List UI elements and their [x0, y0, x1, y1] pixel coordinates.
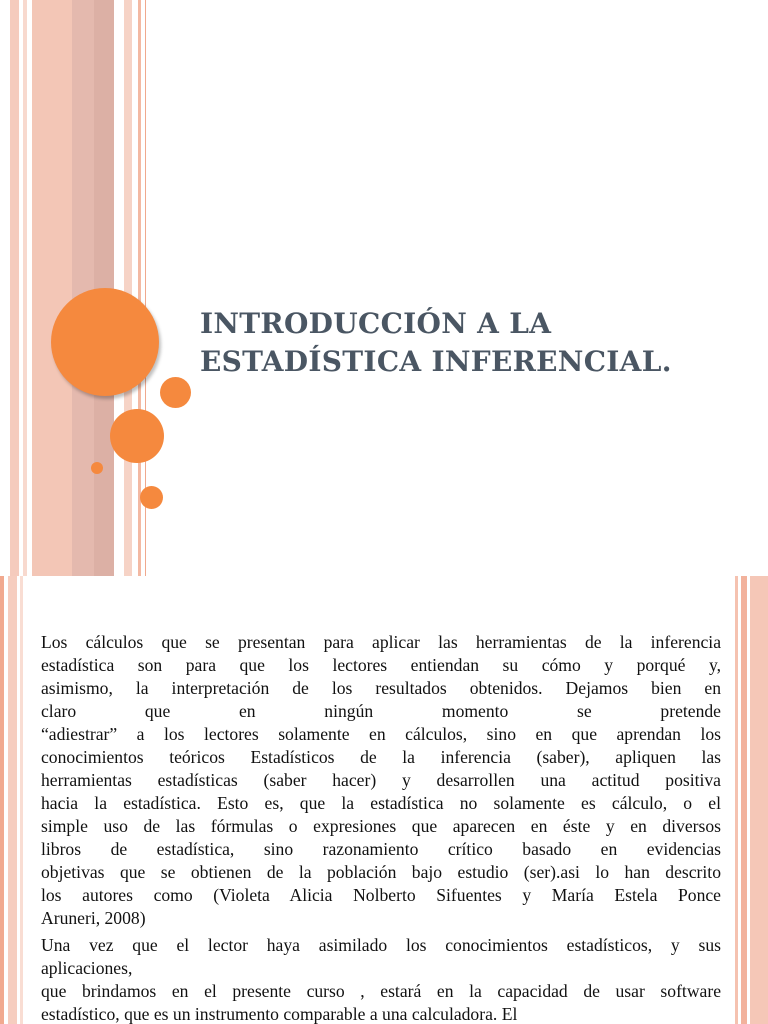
text-line: herramientas estadísticas (saber hacer) y desarrollen una actitud positiva [41, 770, 721, 790]
text-line: Los cálculos que se presentan para aplicar las herramientas de la inferencia [41, 632, 721, 652]
decor-stripe [735, 576, 738, 1024]
decor-stripe [20, 576, 23, 1024]
decor-circle [110, 409, 164, 463]
decor-circle [91, 462, 103, 474]
text-slide [0, 576, 768, 1024]
title-line-2: ESTADÍSTICA INFERENCIAL. [200, 345, 672, 378]
decor-stripe [32, 0, 72, 576]
text-line: claro que en ningún momento se pretende [41, 701, 721, 721]
decor-stripe [0, 576, 4, 1024]
text-line: libros de estadística, sino razonamiento crítico basado en evidencias [41, 839, 721, 859]
decor-stripe [138, 0, 141, 576]
text-line: que brindamos en el presente curso , estará en la capacidad de usar software [41, 981, 721, 1001]
paragraph [41, 631, 721, 930]
text-line: Aruneri, 2008) [41, 908, 146, 928]
decor-stripe [741, 576, 747, 1024]
text-line: aplicaciones, [41, 958, 133, 978]
text-line: estadística son para que los lectores entiendan su cómo y porqué y, [41, 655, 721, 675]
decor-stripe [8, 576, 17, 1024]
text-line: los autores como (Violeta Alicia Nolberto Sifuentes y María Estela Ponce [41, 885, 721, 905]
decor-stripe [10, 0, 19, 576]
decor-stripe [124, 0, 132, 576]
text-line: objetivas que se obtienen de la población bajo estudio (ser).asi lo han descrito [41, 862, 721, 882]
text-line: “adiestrar” a los lectores solamente en cálculos, sino en que aprendan los [41, 724, 721, 744]
decor-circle [140, 486, 163, 509]
paragraph [41, 934, 721, 1024]
decor-circle-large [51, 288, 159, 396]
text-line: estadístico, que es un instrumento comparable a una calculadora. El [41, 1004, 518, 1024]
decor-stripe [72, 0, 94, 576]
text-line: Una vez que el lector haya asimilado los conocimientos estadísticos, y sus [41, 935, 721, 955]
text-line: conocimientos teóricos Estadísticos de la inferencia (saber), apliquen las [41, 747, 721, 767]
text-line: hacia la estadística. Esto es, que la estadística no solamente es cálculo, o el [41, 793, 721, 813]
decor-stripe [750, 576, 768, 1024]
slide-title [200, 305, 740, 381]
text-line: simple uso de las fórmulas o expresiones que aparecen en éste y en diversos [41, 816, 721, 836]
text-line: asimismo, la interpretación de los resultados obtenidos. Dejamos bien en [41, 678, 721, 698]
title-line-1: INTRODUCCIÓN A LA [200, 307, 552, 340]
decor-stripe [23, 0, 27, 576]
decor-circle [160, 377, 191, 408]
body-text [41, 631, 721, 1024]
